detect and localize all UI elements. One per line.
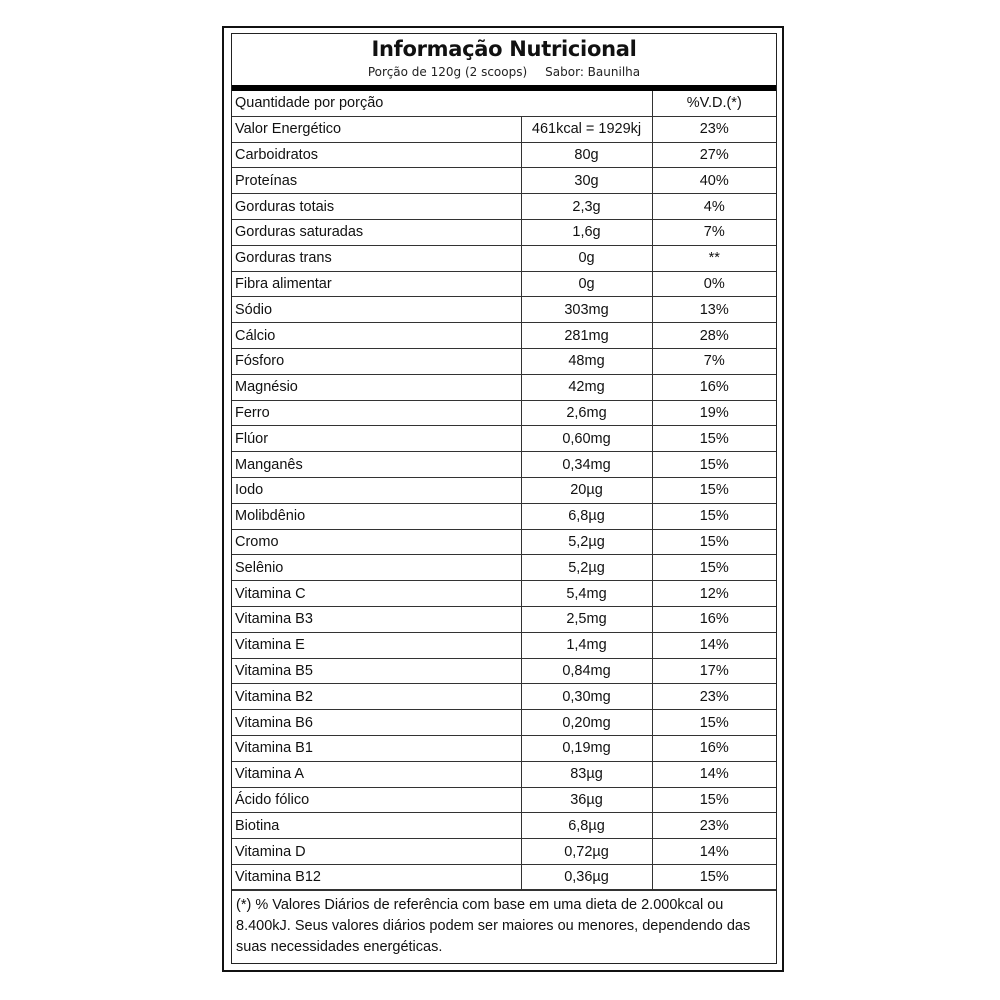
table-row bbox=[232, 400, 776, 426]
nutrient-dv: 15% bbox=[652, 864, 776, 890]
nutrient-dv: 27% bbox=[652, 142, 776, 168]
nutrient-amount: 2,3g bbox=[521, 194, 652, 220]
nutrient-dv: 14% bbox=[652, 632, 776, 658]
nutrient-name: Valor Energético bbox=[232, 116, 521, 142]
label-title: Informação Nutricional bbox=[371, 37, 637, 61]
header-quantity: Quantidade por porção bbox=[232, 91, 652, 116]
table-row bbox=[232, 142, 776, 168]
nutrient-name: Selênio bbox=[232, 555, 521, 581]
label-subtitle bbox=[232, 65, 776, 79]
table-row bbox=[232, 839, 776, 865]
nutrient-dv: 16% bbox=[652, 735, 776, 761]
nutrient-name: Carboidratos bbox=[232, 142, 521, 168]
nutrient-dv: ** bbox=[652, 245, 776, 271]
nutrient-amount: 1,4mg bbox=[521, 632, 652, 658]
nutrient-name: Vitamina E bbox=[232, 632, 521, 658]
nutrient-amount: 0g bbox=[521, 245, 652, 271]
nutrient-amount: 0,60mg bbox=[521, 426, 652, 452]
nutrient-amount: 0,84mg bbox=[521, 658, 652, 684]
nutrient-amount: 0,72µg bbox=[521, 839, 652, 865]
nutrient-name: Magnésio bbox=[232, 374, 521, 400]
nutrient-name: Gorduras totais bbox=[232, 194, 521, 220]
table-row bbox=[232, 684, 776, 710]
table-row bbox=[232, 426, 776, 452]
nutrient-dv: 7% bbox=[652, 348, 776, 374]
nutrient-amount: 30g bbox=[521, 168, 652, 194]
nutrient-dv: 17% bbox=[652, 658, 776, 684]
nutrient-dv: 28% bbox=[652, 323, 776, 349]
table-row bbox=[232, 761, 776, 787]
table-row bbox=[232, 374, 776, 400]
nutrient-dv: 15% bbox=[652, 477, 776, 503]
table-row bbox=[232, 529, 776, 555]
nutrient-name: Vitamina C bbox=[232, 581, 521, 607]
nutrient-name: Vitamina B6 bbox=[232, 710, 521, 736]
nutrient-amount: 0,20mg bbox=[521, 710, 652, 736]
table-row bbox=[232, 864, 776, 890]
nutrient-amount: 0,19mg bbox=[521, 735, 652, 761]
table-row bbox=[232, 787, 776, 813]
nutrient-amount: 83µg bbox=[521, 761, 652, 787]
nutrient-name: Vitamina B12 bbox=[232, 864, 521, 890]
table-row bbox=[232, 348, 776, 374]
nutrient-dv: 15% bbox=[652, 710, 776, 736]
table-row bbox=[232, 477, 776, 503]
table-row bbox=[232, 581, 776, 607]
serving-size: Porção de 120g (2 scoops) bbox=[367, 65, 528, 79]
header-dv: %V.D.(*) bbox=[652, 91, 776, 116]
nutrient-amount: 2,5mg bbox=[521, 606, 652, 632]
nutrient-amount: 5,2µg bbox=[521, 555, 652, 581]
table-row bbox=[232, 658, 776, 684]
nutrient-dv: 40% bbox=[652, 168, 776, 194]
nutrient-dv: 14% bbox=[652, 839, 776, 865]
nutrient-name: Cromo bbox=[232, 529, 521, 555]
nutrient-name: Vitamina A bbox=[232, 761, 521, 787]
nutrient-name: Cálcio bbox=[232, 323, 521, 349]
nutrient-dv: 19% bbox=[652, 400, 776, 426]
nutrient-amount: 80g bbox=[521, 142, 652, 168]
label-heading bbox=[232, 34, 776, 86]
nutrient-name: Vitamina B2 bbox=[232, 684, 521, 710]
table-row bbox=[232, 219, 776, 245]
table-row bbox=[232, 503, 776, 529]
nutrient-dv: 15% bbox=[652, 529, 776, 555]
table-row bbox=[232, 555, 776, 581]
nutrient-amount: 303mg bbox=[521, 297, 652, 323]
table-row bbox=[232, 297, 776, 323]
table-row bbox=[232, 194, 776, 220]
nutrient-amount: 20µg bbox=[521, 477, 652, 503]
nutrient-name: Vitamina D bbox=[232, 839, 521, 865]
nutrient-name: Molibdênio bbox=[232, 503, 521, 529]
nutrient-amount: 48mg bbox=[521, 348, 652, 374]
nutrient-name: Vitamina B1 bbox=[232, 735, 521, 761]
table-row bbox=[232, 323, 776, 349]
nutrient-dv: 15% bbox=[652, 787, 776, 813]
table-row bbox=[232, 168, 776, 194]
nutrient-dv: 23% bbox=[652, 813, 776, 839]
nutrient-dv: 16% bbox=[652, 374, 776, 400]
nutrient-dv: 13% bbox=[652, 297, 776, 323]
nutrient-name: Iodo bbox=[232, 477, 521, 503]
nutrient-amount: 0,36µg bbox=[521, 864, 652, 890]
nutrient-dv: 15% bbox=[652, 503, 776, 529]
table-row bbox=[232, 735, 776, 761]
nutrient-name: Ferro bbox=[232, 400, 521, 426]
nutrient-name: Flúor bbox=[232, 426, 521, 452]
table-row bbox=[232, 271, 776, 297]
table-row bbox=[232, 813, 776, 839]
table-row bbox=[232, 606, 776, 632]
table-row bbox=[232, 710, 776, 736]
nutrient-dv: 23% bbox=[652, 684, 776, 710]
table-header-row bbox=[232, 91, 776, 116]
nutrient-amount: 0g bbox=[521, 271, 652, 297]
nutrient-amount: 5,4mg bbox=[521, 581, 652, 607]
nutrient-name: Fibra alimentar bbox=[232, 271, 521, 297]
nutrient-name: Fósforo bbox=[232, 348, 521, 374]
nutrient-name: Vitamina B5 bbox=[232, 658, 521, 684]
table-row bbox=[232, 452, 776, 478]
nutrient-dv: 12% bbox=[652, 581, 776, 607]
nutrient-dv: 4% bbox=[652, 194, 776, 220]
nutrient-dv: 15% bbox=[652, 426, 776, 452]
nutrient-name: Vitamina B3 bbox=[232, 606, 521, 632]
nutrient-name: Gorduras trans bbox=[232, 245, 521, 271]
nutrient-name: Manganês bbox=[232, 452, 521, 478]
nutrient-amount: 0,34mg bbox=[521, 452, 652, 478]
nutrient-amount: 6,8µg bbox=[521, 813, 652, 839]
nutrient-dv: 23% bbox=[652, 116, 776, 142]
nutrient-amount: 2,6mg bbox=[521, 400, 652, 426]
nutrient-amount: 6,8µg bbox=[521, 503, 652, 529]
nutrient-dv: 15% bbox=[652, 555, 776, 581]
nutrient-dv: 7% bbox=[652, 219, 776, 245]
table-row bbox=[232, 632, 776, 658]
nutrient-dv: 14% bbox=[652, 761, 776, 787]
nutrient-dv: 16% bbox=[652, 606, 776, 632]
flavor: Sabor: Baunilha bbox=[545, 65, 641, 79]
table-row bbox=[232, 116, 776, 142]
nutrient-name: Sódio bbox=[232, 297, 521, 323]
nutrient-name: Ácido fólico bbox=[232, 787, 521, 813]
nutrient-amount: 1,6g bbox=[521, 219, 652, 245]
nutrient-amount: 0,30mg bbox=[521, 684, 652, 710]
nutrient-amount: 42mg bbox=[521, 374, 652, 400]
nutrition-table bbox=[232, 91, 776, 891]
nutrient-amount: 281mg bbox=[521, 323, 652, 349]
nutrient-amount: 36µg bbox=[521, 787, 652, 813]
nutrient-name: Proteínas bbox=[232, 168, 521, 194]
nutrient-name: Biotina bbox=[232, 813, 521, 839]
table-row bbox=[232, 245, 776, 271]
nutrient-amount: 5,2µg bbox=[521, 529, 652, 555]
nutrition-facts-label bbox=[231, 33, 777, 964]
footnote: (*) % Valores Diários de referência com base em uma dieta de 2.000kcal ou 8.400kJ. Seus valores diários podem ser maiores ou menores, dependendo das suas necessidades energéticas. bbox=[232, 889, 776, 963]
nutrient-amount: 461kcal = 1929kj bbox=[521, 116, 652, 142]
nutrient-name: Gorduras saturadas bbox=[232, 219, 521, 245]
nutrient-dv: 0% bbox=[652, 271, 776, 297]
nutrient-dv: 15% bbox=[652, 452, 776, 478]
